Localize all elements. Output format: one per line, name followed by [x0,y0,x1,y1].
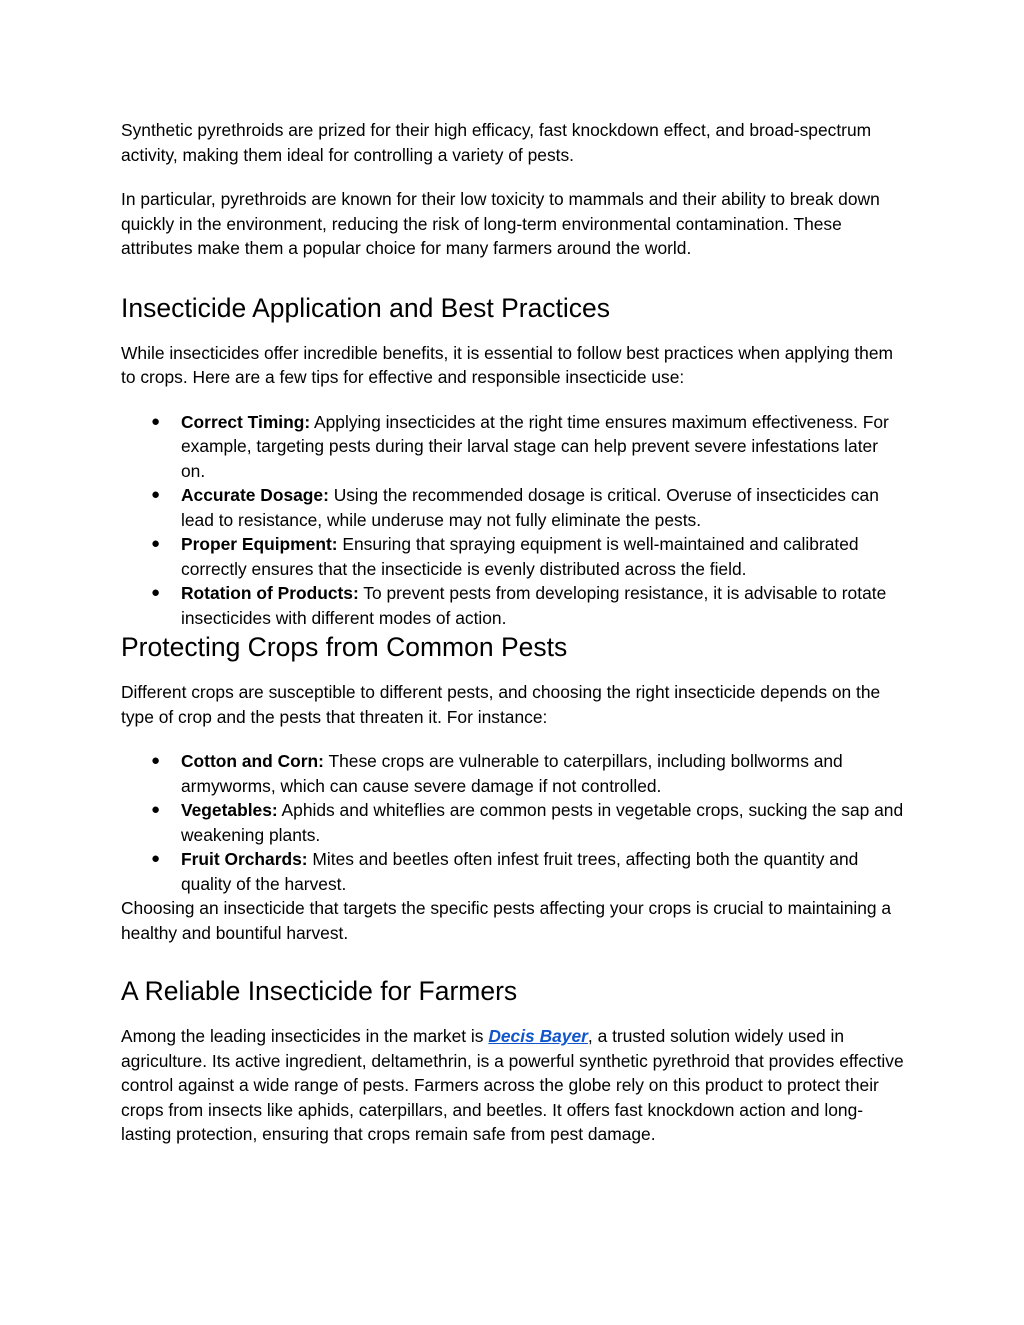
list-item-text: Ensuring that spraying equipment is well-maintained and calibrated correctly ensures that the insecticide is evenly distributed across the field. [181,534,859,579]
application-intro-paragraph: While insecticides offer incredible benefits, it is essential to follow best practices when applying them to crops. Here are a few tips for effective and responsible insecticide use: [121,342,894,387]
list-item [121,749,905,798]
reliable-insecticide-paragraph [121,1024,905,1147]
list-item-label: Accurate Dosage: [181,485,329,505]
list-item-text: To prevent pests from developing resistance, it is advisable to rotate insecticides with different modes of action. [181,583,887,628]
list-item-label: Rotation of Products: [181,583,359,603]
document-page [121,118,905,1147]
bullet-icon: ● [151,752,161,769]
bullet-icon: ● [151,412,161,430]
bullet-icon: ● [151,850,161,867]
crop-pests-list [121,749,905,896]
list-item-label: Correct Timing: [181,411,311,432]
list-item [121,483,905,532]
pests-intro-paragraph: Different crops are susceptible to different pests, and choosing the right insecticide depends on the type of crop and the pests that threaten it. For instance: [121,682,881,727]
pests-closing-paragraph: Choosing an insecticide that targets the specific pests affecting your crops is crucial to maintaining a healthy and bountiful harvest. [121,898,892,943]
list-item-text: Using the recommended dosage is critical. Overuse of insecticides can lead to resistance, while underuse may not fully eliminate the pests. [181,485,879,530]
bullet-icon: ● [151,486,161,503]
list-item [121,581,905,630]
list-item [121,847,905,896]
list-item [121,532,905,581]
bullet-icon: ● [151,801,161,818]
list-item-text: These crops are vulnerable to caterpillars, including bollworms and armyworms, which can cause severe damage if not controlled. [181,751,843,796]
intro-paragraph-toxicity: In particular, pyrethroids are known for their low toxicity to mammals and their ability to break down quickly in the environment, reducing the risk of long-term environmental contamination. These attributes make them a popular choice for many farmers around the world. [121,189,880,258]
list-item-text: Aphids and whiteflies are common pests in vegetable crops, sucking the sap and weakening plants. [181,800,904,845]
list-item-label: Vegetables: [181,800,278,820]
list-item [121,410,905,484]
heading-protecting-crops: Protecting Crops from Common Pests [121,632,568,662]
heading-application-best-practices: Insecticide Application and Best Practices [121,292,611,323]
bullet-icon: ● [151,584,161,601]
paragraph-text-after-link: , a trusted solution widely used in agriculture. Its active ingredient, deltamethrin, is a powerful synthetic pyrethroid that provides effective control against a wide range of pests. Farmers across the globe rely on this product to protect their crops from insects like aphids, caterpillars, and beetles. It offers fast knockdown action and long-lasting protection, ensuring that crops remain safe from pest damage. [121,1026,904,1144]
decis-bayer-link[interactable]: Decis Bayer [488,1026,588,1046]
bullet-icon: ● [151,535,161,552]
list-item-label: Cotton and Corn: [181,751,324,771]
list-item-text: Mites and beetles often infest fruit trees, affecting both the quantity and quality of the harvest. [181,849,859,894]
heading-reliable-insecticide: A Reliable Insecticide for Farmers [121,976,518,1006]
paragraph-text-before-link: Among the leading insecticides in the market is [121,1026,489,1046]
list-item [121,798,905,847]
best-practices-list [121,410,905,631]
list-item-text: Applying insecticides at the right time ensures maximum effectiveness. For example, targeting pests during their larval stage can help prevent severe infestations later on. [181,411,889,481]
list-item-label: Proper Equipment: [181,534,338,554]
list-item-label: Fruit Orchards: [181,849,308,869]
intro-paragraph-pyrethroids: Synthetic pyrethroids are prized for their high efficacy, fast knockdown effect, and broad-spectrum activity, making them ideal for controlling a variety of pests. [121,120,872,165]
